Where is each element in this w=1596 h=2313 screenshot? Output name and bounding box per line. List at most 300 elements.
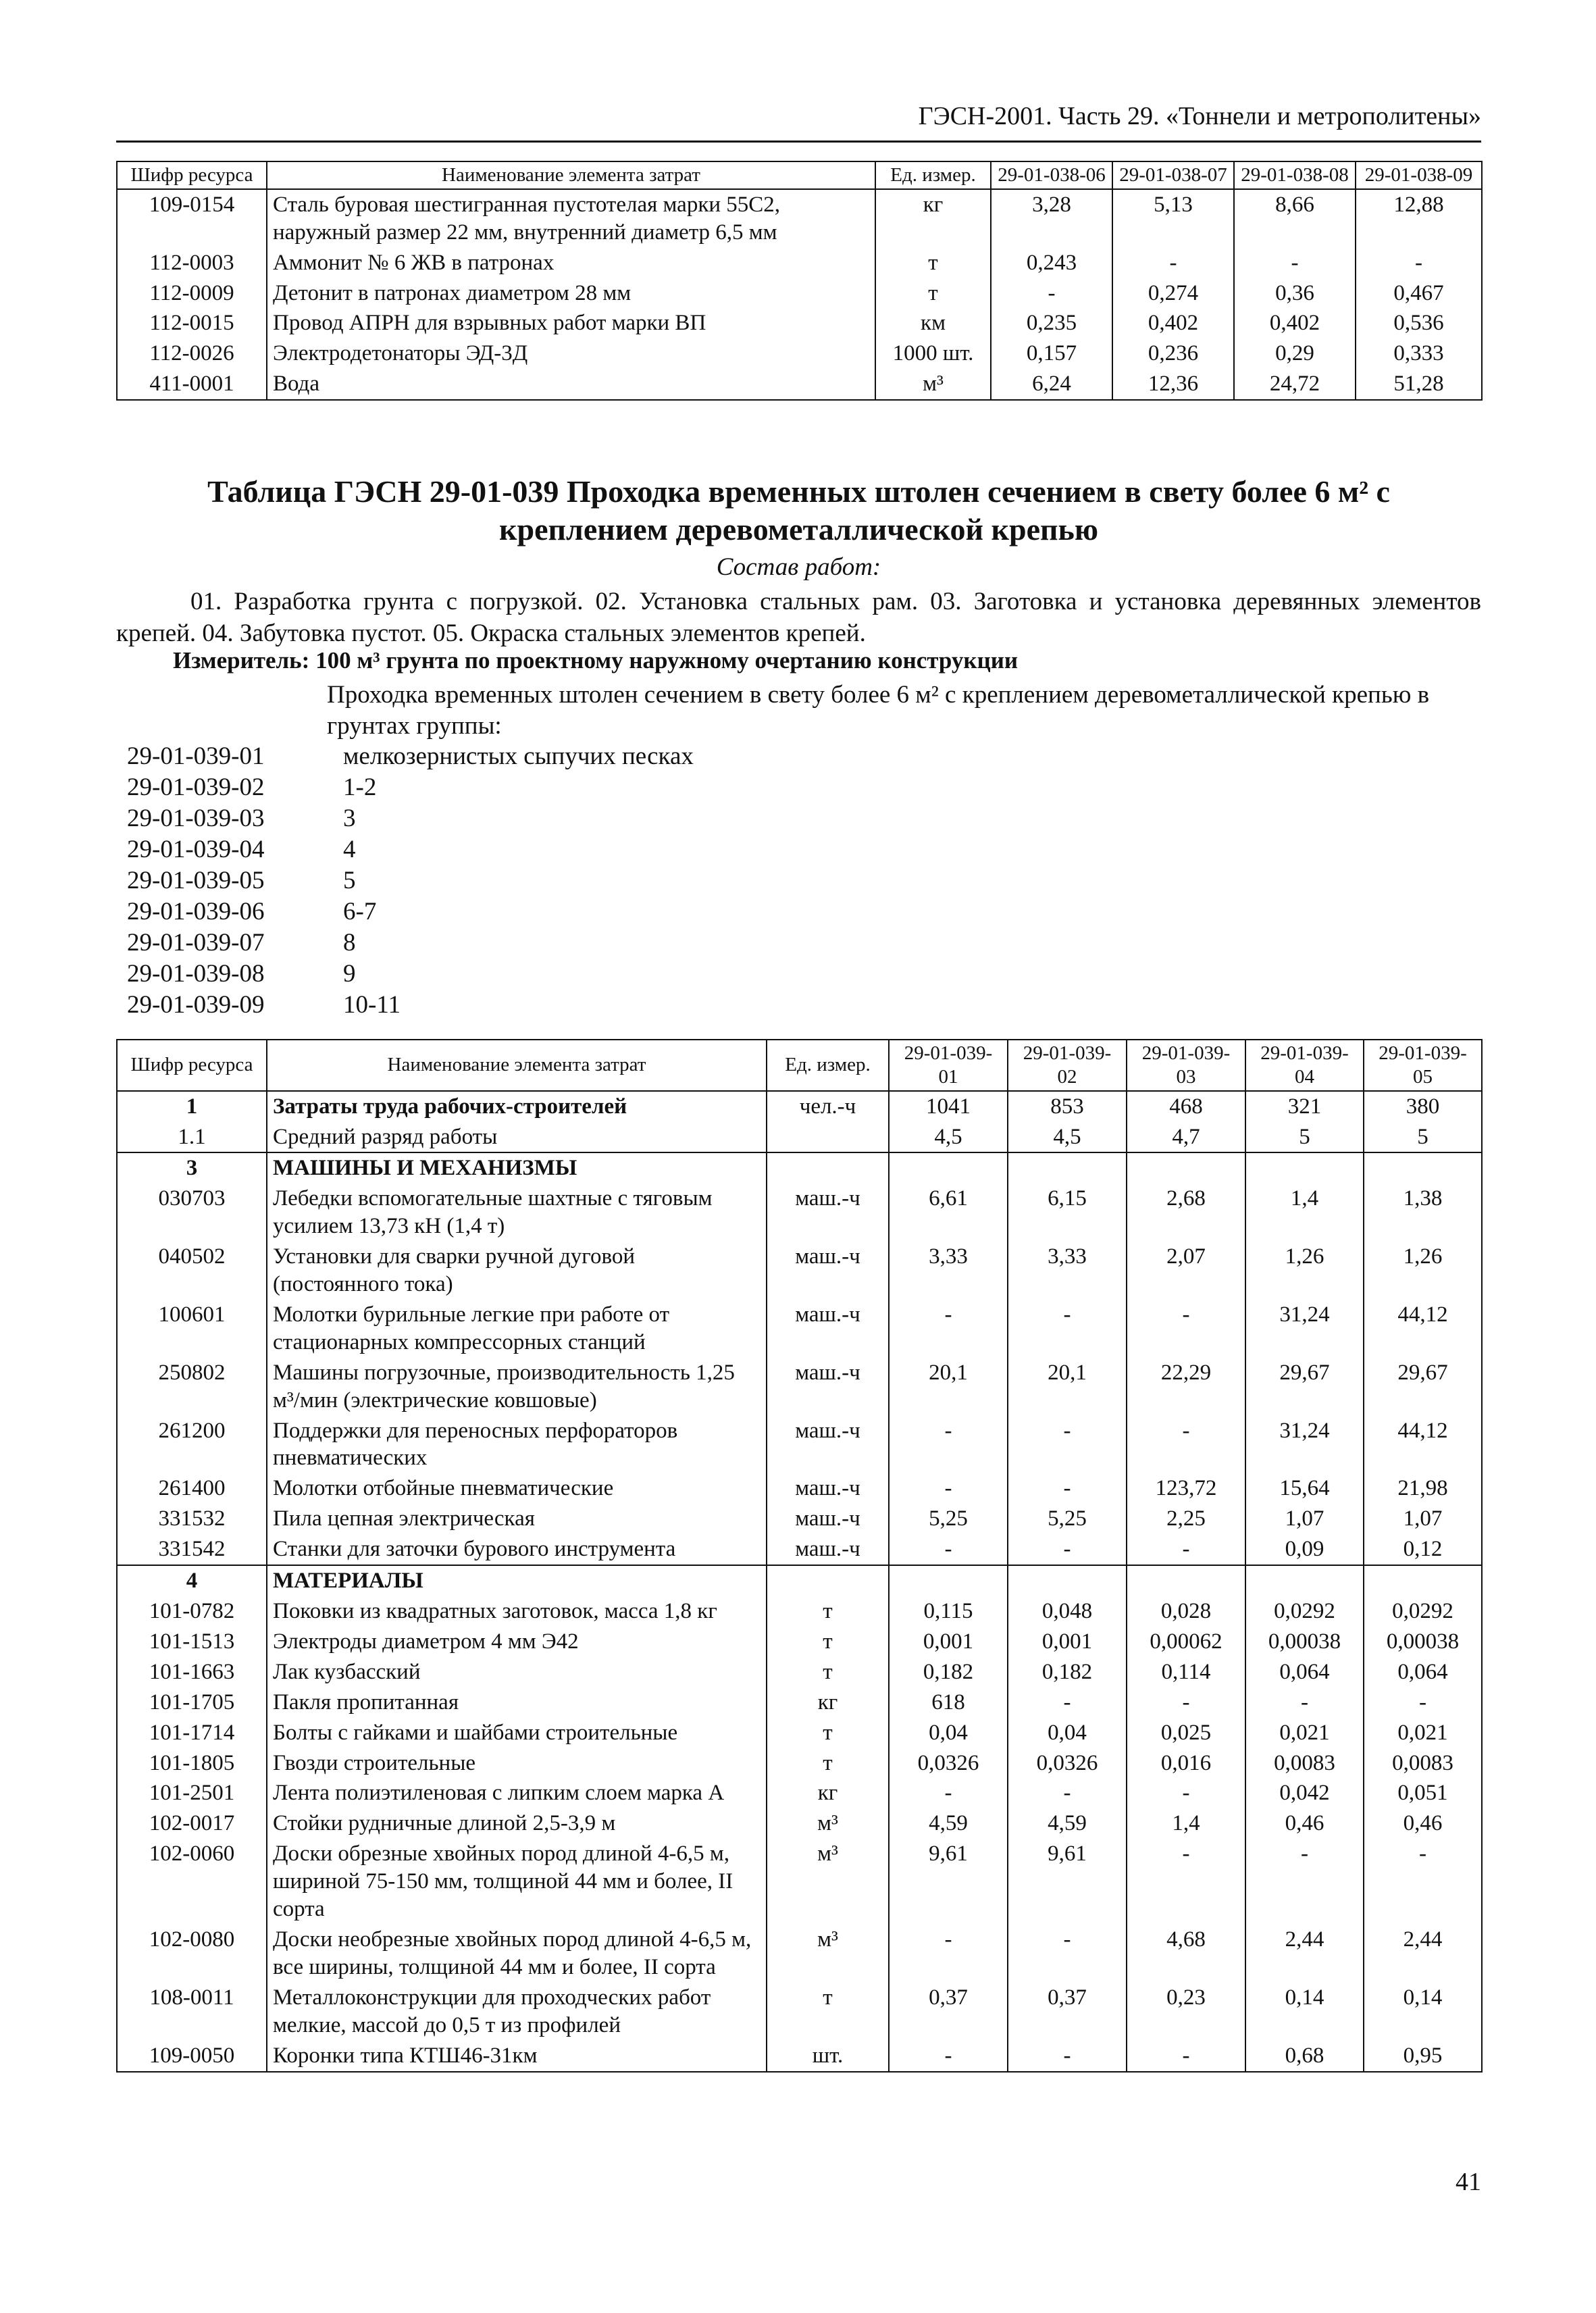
value-cell: 0,115 [889,1596,1008,1627]
resource-code-cell: 100601 [117,1300,267,1358]
value-cell: - [1127,1687,1245,1718]
value-cell: - [889,1778,1008,1808]
value-cell: - [1127,1300,1245,1358]
value-cell [1364,1565,1482,1596]
unit-cell: кг [767,1778,889,1808]
value-cell: 0,68 [1245,2041,1364,2072]
resource-code-cell: 112-0009 [117,278,267,309]
value-cell: 0,536 [1356,308,1482,338]
table-row [117,1778,1482,1808]
variant-item [127,835,694,866]
value-cell: 0,37 [889,1983,1008,2041]
value-cell: 0,064 [1364,1657,1482,1687]
cost-element-name-cell: Коронки типа КТШ46-31км [267,2041,767,2072]
value-cell: 0,00038 [1245,1627,1364,1657]
value-cell: 51,28 [1356,369,1482,400]
header-rule [116,141,1481,143]
resource-code-cell: 101-2501 [117,1778,267,1808]
table-row [117,1627,1482,1657]
value-cell: 0,0292 [1364,1596,1482,1627]
cost-element-name-cell: Машины погрузочные, производительность 1,25 м³/мин (электрические ковшовые) [267,1358,767,1416]
cost-element-name-cell: Провод АПРН для взрывных работ марки ВП [267,308,875,338]
value-cell: - [1008,1473,1127,1504]
unit-cell [767,1152,889,1184]
resource-code-cell: 411-0001 [117,369,267,400]
value-cell: 0,23 [1127,1983,1245,2041]
value-cell: - [1245,1687,1364,1718]
cost-element-name-cell: Металлоконструкции для проходческих работ мелкие, массой до 0,5 т из профилей [267,1983,767,2041]
resource-code-cell: 1 [117,1091,267,1122]
value-cell: 0,333 [1356,338,1482,369]
value-cell: 123,72 [1127,1473,1245,1504]
value-cell: 0,274 [1112,278,1234,309]
value-cell [1364,1152,1482,1184]
unit-cell: т [767,1596,889,1627]
value-cell: 0,235 [991,308,1112,338]
table-body [117,189,1482,400]
table-header-row [117,161,1482,189]
variant-soil-group: 8 [343,929,356,957]
value-cell: - [1112,248,1234,278]
value-cell: 4,5 [889,1122,1008,1153]
column-header: Наименование элемента затрат [267,161,875,189]
variant-item [127,742,694,773]
cost-element-name-cell: Аммонит № 6 ЖВ в патронах [267,248,875,278]
value-cell: 44,12 [1364,1416,1482,1474]
table-row [117,1687,1482,1718]
column-header: 29-01-038-09 [1356,161,1482,189]
variant-code: 29-01-039-03 [127,805,265,832]
value-cell: 0,064 [1245,1657,1364,1687]
value-cell: 24,72 [1234,369,1356,400]
cost-element-name-cell: Лак кузбасский [267,1657,767,1687]
resource-code-cell: 331542 [117,1534,267,1565]
value-cell: 1,07 [1364,1504,1482,1534]
table-row [117,1839,1482,1925]
unit-cell: 1000 шт. [875,338,991,369]
value-cell [1008,1152,1127,1184]
column-header: 29-01-039-04 [1245,1040,1364,1091]
value-cell: 29,67 [1364,1358,1482,1416]
section-row [117,1152,1482,1184]
cost-element-name-cell: МАШИНЫ И МЕХАНИЗМЫ [267,1152,767,1184]
column-header: 29-01-039-01 [889,1040,1008,1091]
cost-element-name-cell: Болты с гайками и шайбами строительные [267,1718,767,1748]
value-cell: 0,95 [1364,2041,1482,2072]
resource-code-cell: 108-0011 [117,1983,267,2041]
value-cell: 1,4 [1245,1184,1364,1242]
variant-soil-group: 1-2 [343,773,377,801]
value-cell: 0,025 [1127,1718,1245,1748]
value-cell: 0,12 [1364,1534,1482,1565]
value-cell: 0,157 [991,338,1112,369]
unit-cell: маш.-ч [767,1300,889,1358]
value-cell [1008,1565,1127,1596]
variant-soil-group: 3 [343,805,356,832]
variant-code: 29-01-039-01 [127,742,265,770]
value-cell: 321 [1245,1091,1364,1122]
value-cell: 12,36 [1112,369,1234,400]
variant-item [127,804,694,835]
value-cell: 380 [1364,1091,1482,1122]
page-number: 41 [1456,2168,1481,2196]
table-title-line-1: Таблица ГЭСН 29-01-039 Проходка временных штолен сечением в свету более 6 м² с [207,474,1390,509]
unit-cell: маш.-ч [767,1504,889,1534]
unit-cell: кг [767,1687,889,1718]
unit-cell: т [767,1748,889,1779]
value-cell: 4,59 [1008,1808,1127,1839]
value-cell: 9,61 [889,1839,1008,1925]
value-cell: 0,021 [1364,1718,1482,1748]
value-cell: - [1245,1839,1364,1925]
resource-code-cell: 101-1513 [117,1627,267,1657]
table-row [117,189,1482,248]
unit-cell: м³ [767,1808,889,1839]
variant-code: 29-01-039-05 [127,867,265,894]
column-header: Шифр ресурса [117,161,267,189]
cost-element-name-cell: Стойки рудничные длиной 2,5-3,9 м [267,1808,767,1839]
value-cell: 2,44 [1245,1925,1364,1983]
resource-code-cell: 112-0026 [117,338,267,369]
value-cell: 0,00038 [1364,1627,1482,1657]
value-cell: 1,07 [1245,1504,1364,1534]
cost-element-name-cell: Электроды диаметром 4 мм Э42 [267,1627,767,1657]
unit-cell: т [767,1983,889,2041]
value-cell: 1,26 [1245,1242,1364,1300]
table-row [117,1657,1482,1687]
resource-code-cell: 1.1 [117,1122,267,1153]
value-cell: 21,98 [1364,1473,1482,1504]
cost-element-name-cell: Лента полиэтиленовая с липким слоем марка А [267,1778,767,1808]
value-cell: 0,46 [1364,1808,1482,1839]
unit-cell [767,1565,889,1596]
variant-item [127,866,694,897]
value-cell: - [889,2041,1008,2072]
variant-item [127,959,694,990]
value-cell: 0,236 [1112,338,1234,369]
value-cell: 0,09 [1245,1534,1364,1565]
value-cell: 853 [1008,1091,1127,1122]
value-cell: 4,5 [1008,1122,1127,1153]
resource-code-cell: 109-0050 [117,2041,267,2072]
value-cell: 0,00062 [1127,1627,1245,1657]
cost-element-name-cell: Средний разряд работы [267,1122,767,1153]
value-cell: 0,001 [889,1627,1008,1657]
value-cell: 22,29 [1127,1358,1245,1416]
value-cell: 31,24 [1245,1300,1364,1358]
value-cell: 5 [1364,1122,1482,1153]
value-cell: - [889,1300,1008,1358]
cost-element-name-cell: Электродетонаторы ЭД-3Д [267,338,875,369]
value-cell: 3,33 [1008,1242,1127,1300]
cost-element-name-cell: Поддержки для переносных перфораторов пневматических [267,1416,767,1474]
unit-cell: т [767,1627,889,1657]
variant-code: 29-01-039-06 [127,898,265,925]
cost-element-name-cell: Вода [267,369,875,400]
value-cell: 4,68 [1127,1925,1245,1983]
value-cell: 20,1 [889,1358,1008,1416]
value-cell: - [1008,1925,1127,1983]
resource-code-cell: 3 [117,1152,267,1184]
variant-code: 29-01-039-02 [127,773,265,801]
value-cell: 1,26 [1364,1242,1482,1300]
composition-heading: Состав работ: [716,553,881,581]
value-cell: 2,25 [1127,1504,1245,1534]
variant-code: 29-01-039-07 [127,929,265,957]
unit-cell: кг [875,189,991,248]
resource-code-cell: 102-0080 [117,1925,267,1983]
value-cell: 20,1 [1008,1358,1127,1416]
column-header: Шифр ресурса [117,1040,267,1091]
resource-code-cell: 102-0017 [117,1808,267,1839]
resource-code-cell: 102-0060 [117,1839,267,1925]
resource-code-cell: 261200 [117,1416,267,1474]
value-cell: 0,042 [1245,1778,1364,1808]
variant-code: 29-01-039-04 [127,836,265,863]
value-cell: - [1364,1839,1482,1925]
section-row [117,1565,1482,1596]
variant-item [127,773,694,804]
cost-element-name-cell: Затраты труда рабочих-строителей [267,1091,767,1122]
variant-soil-group: мелкозернистых сыпучих песках [343,742,694,770]
table-row [117,1416,1482,1474]
unit-cell: м³ [767,1839,889,1925]
value-cell: - [1008,1687,1127,1718]
value-cell: - [1008,1778,1127,1808]
value-cell: 0,402 [1234,308,1356,338]
value-cell: 0,0326 [889,1748,1008,1779]
value-cell: - [1127,1778,1245,1808]
value-cell: 12,88 [1356,189,1482,248]
unit-cell: чел.-ч [767,1091,889,1122]
section-row [117,1091,1482,1122]
table-row [117,1596,1482,1627]
value-cell: - [889,1925,1008,1983]
value-cell: 0,051 [1364,1778,1482,1808]
value-cell [1127,1152,1245,1184]
table-row [117,338,1482,369]
value-cell: 6,15 [1008,1184,1127,1242]
variant-list [127,742,694,1021]
table-row [117,1808,1482,1839]
table-row [117,1534,1482,1565]
value-cell: 0,37 [1008,1983,1127,2041]
value-cell: 6,61 [889,1184,1008,1242]
meter-line: Измеритель: 100 м³ грунта по проектному наружному очертанию конструкции [173,647,1019,673]
unit-cell: км [875,308,991,338]
cost-element-name-cell: Молотки отбойные пневматические [267,1473,767,1504]
column-header: 29-01-039-05 [1364,1040,1482,1091]
value-cell: 0,14 [1364,1983,1482,2041]
value-cell: 2,44 [1364,1925,1482,1983]
value-cell: 6,24 [991,369,1112,400]
unit-cell: маш.-ч [767,1416,889,1474]
value-cell: - [1127,2041,1245,2072]
value-cell: 0,36 [1234,278,1356,309]
variant-soil-group: 10-11 [343,991,401,1019]
unit-cell: м³ [875,369,991,400]
variant-soil-group: 5 [343,867,356,894]
value-cell: 1,4 [1127,1808,1245,1839]
unit-cell: маш.-ч [767,1534,889,1565]
table-row [117,369,1482,400]
value-cell: 44,12 [1364,1300,1482,1358]
value-cell: 0,016 [1127,1748,1245,1779]
resource-code-cell: 101-1805 [117,1748,267,1779]
table-row [117,1122,1482,1153]
value-cell: - [889,1534,1008,1565]
resource-code-cell: 4 [117,1565,267,1596]
table-row [117,278,1482,309]
cost-element-name-cell: Доски обрезные хвойных пород длиной 4-6,5 м, шириной 75-150 мм, толщиной 44 мм и более, II сорта [267,1839,767,1925]
value-cell: 5,25 [889,1504,1008,1534]
column-header: 29-01-038-06 [991,161,1112,189]
column-header: 29-01-038-08 [1234,161,1356,189]
value-cell: 1041 [889,1091,1008,1122]
resource-code-cell: 030703 [117,1184,267,1242]
value-cell [1245,1152,1364,1184]
table-row [117,1300,1482,1358]
value-cell: 0,402 [1112,308,1234,338]
variant-item [127,897,694,928]
value-cell: 0,0083 [1245,1748,1364,1779]
unit-cell: т [875,248,991,278]
variant-soil-group: 4 [343,836,356,863]
resource-code-cell: 101-1705 [117,1687,267,1718]
value-cell: - [1008,1300,1127,1358]
resource-code-cell: 261400 [117,1473,267,1504]
table-body [117,1091,1482,2072]
value-cell: - [1127,1534,1245,1565]
table-row [117,1983,1482,2041]
table-038-continuation [116,161,1483,401]
unit-cell: маш.-ч [767,1242,889,1300]
variant-soil-group: 6-7 [343,898,377,925]
value-cell: 0,04 [889,1718,1008,1748]
table-row [117,2041,1482,2072]
value-cell: 0,114 [1127,1657,1245,1687]
table-row [117,308,1482,338]
variant-code: 29-01-039-09 [127,991,265,1019]
table-row [117,1748,1482,1779]
table-row [117,1504,1482,1534]
column-header: Наименование элемента затрат [267,1040,767,1091]
column-header: Ед. измер. [767,1040,889,1091]
resource-code-cell: 109-0154 [117,189,267,248]
value-cell: - [889,1416,1008,1474]
table-row [117,1358,1482,1416]
value-cell: - [889,1473,1008,1504]
table-row [117,1184,1482,1242]
value-cell: 0,0083 [1364,1748,1482,1779]
table-row [117,1242,1482,1300]
table-row [117,248,1482,278]
cost-element-name-cell: Станки для заточки бурового инструмента [267,1534,767,1565]
value-cell: - [991,278,1112,309]
value-cell: 0,14 [1245,1983,1364,2041]
value-cell: 4,7 [1127,1122,1245,1153]
cost-element-name-cell: Детонит в патронах диаметром 28 мм [267,278,875,309]
cost-element-name-cell: Сталь буровая шестигранная пустотелая марки 55С2, наружный размер 22 мм, внутренний диаметр 6,5 мм [267,189,875,248]
variant-soil-group: 9 [343,960,356,988]
unit-cell: т [767,1657,889,1687]
value-cell: 0,04 [1008,1718,1127,1748]
cost-element-name-cell: Гвозди строительные [267,1748,767,1779]
value-cell: 4,59 [889,1808,1008,1839]
variants-intro: Проходка временных штолен сечением в свету более 6 м² с креплением деревометаллической крепью в грунтах группы: [327,681,1430,740]
cost-element-name-cell: Доски необрезные хвойных пород длиной 4-6,5 м, все ширины, толщиной 44 мм и более, II сорта [267,1925,767,1983]
value-cell: 0,0326 [1008,1748,1127,1779]
value-cell [1127,1565,1245,1596]
value-cell: 2,07 [1127,1242,1245,1300]
resource-code-cell: 101-1714 [117,1718,267,1748]
unit-cell [767,1122,889,1153]
unit-cell: т [767,1718,889,1748]
value-cell: 0,243 [991,248,1112,278]
unit-cell: маш.-ч [767,1473,889,1504]
value-cell: 0,021 [1245,1718,1364,1748]
value-cell: 0,001 [1008,1627,1127,1657]
value-cell: 1,38 [1364,1184,1482,1242]
table-row [117,1473,1482,1504]
value-cell: 468 [1127,1091,1245,1122]
value-cell: 5,25 [1008,1504,1127,1534]
running-header: ГЭСН-2001. Часть 29. «Тоннели и метрополитены» [918,102,1481,130]
value-cell: 0,46 [1245,1808,1364,1839]
table-row [117,1718,1482,1748]
value-cell: - [1127,1839,1245,1925]
value-cell: - [1364,1687,1482,1718]
value-cell: 2,68 [1127,1184,1245,1242]
value-cell: 31,24 [1245,1416,1364,1474]
value-cell: 29,67 [1245,1358,1364,1416]
unit-cell: маш.-ч [767,1184,889,1242]
value-cell: 5 [1245,1122,1364,1153]
value-cell: - [1127,1416,1245,1474]
resource-code-cell: 112-0015 [117,308,267,338]
cost-element-name-cell: Молотки бурильные легкие при работе от стационарных компрессорных станций [267,1300,767,1358]
value-cell: 618 [889,1687,1008,1718]
value-cell: - [1356,248,1482,278]
cost-element-name-cell: Пакля пропитанная [267,1687,767,1718]
value-cell: - [1008,1416,1127,1474]
resource-code-cell: 250802 [117,1358,267,1416]
column-header: 29-01-039-03 [1127,1040,1245,1091]
resource-code-cell: 101-0782 [117,1596,267,1627]
variant-item [127,928,694,959]
value-cell: 0,467 [1356,278,1482,309]
value-cell [889,1152,1008,1184]
value-cell: 3,33 [889,1242,1008,1300]
value-cell: 0,0292 [1245,1596,1364,1627]
value-cell: 0,29 [1234,338,1356,369]
unit-cell: маш.-ч [767,1358,889,1416]
value-cell: 5,13 [1112,189,1234,248]
composition-text: 01. Разработка грунта с погрузкой. 02. Установка стальных рам. 03. Заготовка и установка деревянных элементов крепей. 04. Забутовка пустот. 05. Окраска стальных элементов крепей. [116,588,1481,647]
value-cell: 9,61 [1008,1839,1127,1925]
table-title-line-2: креплением деревометаллической крепью [499,512,1098,547]
table-header-row [117,1040,1482,1091]
cost-element-name-cell: МАТЕРИАЛЫ [267,1565,767,1596]
resource-code-cell: 101-1663 [117,1657,267,1687]
table-row [117,1925,1482,1983]
variant-item [127,990,694,1021]
value-cell [889,1565,1008,1596]
value-cell: 0,048 [1008,1596,1127,1627]
column-header: 29-01-038-07 [1112,161,1234,189]
value-cell: 3,28 [991,189,1112,248]
value-cell: - [1008,2041,1127,2072]
